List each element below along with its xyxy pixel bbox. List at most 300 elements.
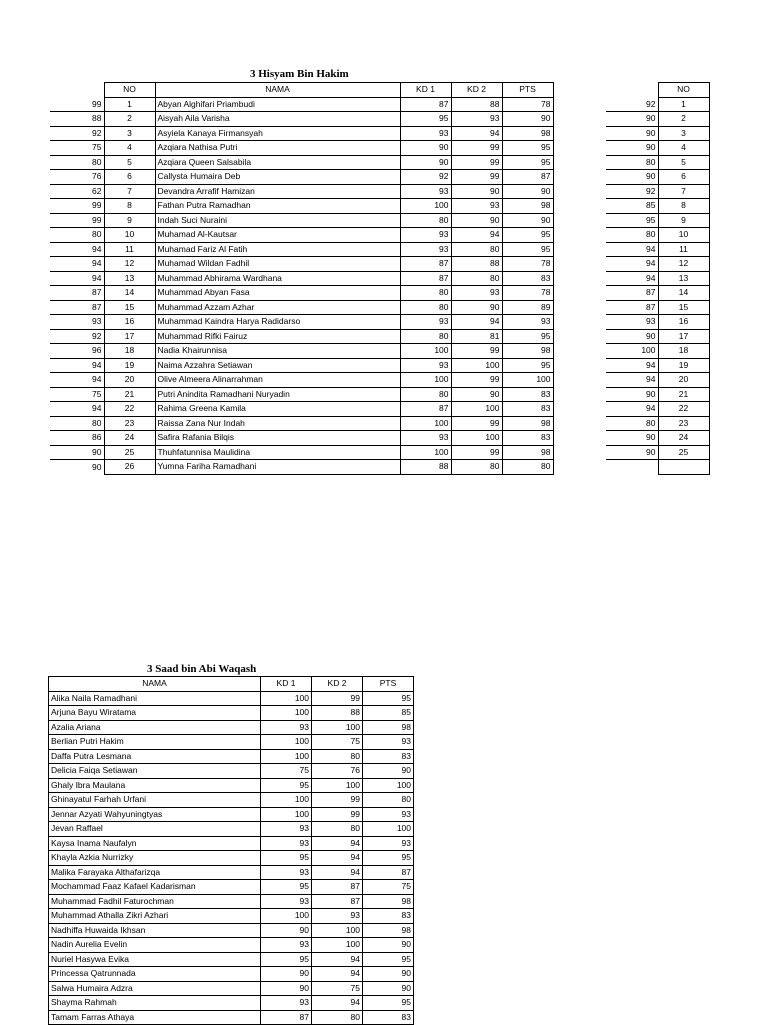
table-row [49, 923, 414, 938]
nama-cell: Naima Azzahra Setiawan [155, 358, 400, 373]
header-nama: NAMA [155, 83, 400, 98]
kd2-cell: 75 [312, 981, 363, 996]
nama-cell: Muhamad Wildan Fadhil [155, 257, 400, 272]
nama-cell: Delicia Faiqa Setiawan [49, 764, 261, 779]
table-row [50, 112, 553, 127]
no-cell: 14 [658, 286, 709, 301]
no-cell: 10 [104, 228, 155, 243]
left-score-cell: 99 [50, 213, 104, 228]
class2-title: 3 Saad bin Abi Waqash [147, 663, 257, 675]
table-row [50, 257, 553, 272]
table-row [49, 851, 414, 866]
table-row [50, 170, 553, 185]
pts-cell: 98 [502, 199, 553, 214]
table-row [50, 228, 553, 243]
kd1-cell: 90 [400, 155, 451, 170]
kd1-cell: 87 [400, 257, 451, 272]
pts-cell: 100 [363, 822, 414, 837]
kd2-cell: 93 [312, 909, 363, 924]
no-cell: 5 [104, 155, 155, 170]
pts-cell: 90 [363, 981, 414, 996]
pts-cell: 90 [363, 967, 414, 982]
kd1-cell: 93 [400, 184, 451, 199]
kd1-cell: 100 [400, 199, 451, 214]
kd1-cell: 93 [261, 720, 312, 735]
table-row [606, 344, 709, 359]
table-row [49, 981, 414, 996]
kd1-cell: 100 [261, 909, 312, 924]
kd2-cell: 99 [451, 445, 502, 460]
table-row [606, 431, 709, 446]
no-cell: 8 [658, 199, 709, 214]
kd2-cell: 88 [312, 706, 363, 721]
table-row [49, 720, 414, 735]
table-row [49, 996, 414, 1011]
pts-cell: 93 [363, 735, 414, 750]
left-score-cell: 94 [50, 402, 104, 417]
no-cell: 3 [658, 126, 709, 141]
pts-cell: 100 [502, 373, 553, 388]
no-cell: 9 [658, 213, 709, 228]
kd1-cell: 95 [261, 952, 312, 967]
pts-cell: 93 [363, 807, 414, 822]
kd2-cell: 94 [451, 315, 502, 330]
left-score-cell: 94 [50, 373, 104, 388]
table-row [606, 271, 709, 286]
no-cell: 8 [104, 199, 155, 214]
kd2-cell: 80 [451, 271, 502, 286]
pts-cell: 89 [502, 300, 553, 315]
pts-cell: 80 [363, 793, 414, 808]
nama-cell: Raissa Zana Nur Indah [155, 416, 400, 431]
table-row [606, 97, 709, 112]
class2-header-row [49, 677, 414, 692]
kd2-cell: 99 [451, 416, 502, 431]
left-score-cell: 94 [606, 373, 658, 388]
pts-cell: 83 [502, 402, 553, 417]
kd2-cell: 80 [451, 242, 502, 257]
nama-cell: Azqiara Queen Salsabila [155, 155, 400, 170]
kd2-cell: 100 [312, 778, 363, 793]
table-row [50, 445, 553, 460]
table-row [606, 126, 709, 141]
kd2-cell: 80 [312, 822, 363, 837]
table-row [50, 387, 553, 402]
pts-cell: 93 [363, 836, 414, 851]
no-cell: 20 [104, 373, 155, 388]
left-score-cell: 94 [606, 358, 658, 373]
no-cell: 7 [658, 184, 709, 199]
pts-cell: 98 [363, 720, 414, 735]
nama-cell: Jevan Raffael [49, 822, 261, 837]
no-cell: 6 [658, 170, 709, 185]
nama-cell: Jennar Azyati Wahyuningtyas [49, 807, 261, 822]
no-cell: 5 [658, 155, 709, 170]
left-score-cell: 90 [606, 387, 658, 402]
class2-grades-table [48, 676, 414, 1025]
kd2-cell: 93 [451, 199, 502, 214]
left-score-cell: 87 [50, 300, 104, 315]
kd2-cell: 99 [451, 155, 502, 170]
nama-cell: Fathan Putra Ramadhan [155, 199, 400, 214]
nama-cell: Tamam Farras Athaya [49, 1010, 261, 1025]
kd1-cell: 93 [261, 865, 312, 880]
pts-cell: 98 [363, 894, 414, 909]
table-row [49, 880, 414, 895]
no-cell: 1 [658, 97, 709, 112]
pts-cell: 90 [502, 112, 553, 127]
left-score-cell: 92 [50, 329, 104, 344]
kd1-cell: 80 [400, 286, 451, 301]
left-score-cell: 93 [606, 315, 658, 330]
no-cell: 7 [104, 184, 155, 199]
table-row [50, 286, 553, 301]
kd1-cell: 100 [261, 706, 312, 721]
table-row [606, 228, 709, 243]
left-score-cell: 85 [606, 199, 658, 214]
kd2-cell: 90 [451, 300, 502, 315]
nama-cell: Shayma Rahmah [49, 996, 261, 1011]
no-cell: 17 [104, 329, 155, 344]
table-row [606, 358, 709, 373]
nama-cell: Azalia Ariana [49, 720, 261, 735]
nama-cell: Muhammad Abyan Fasa [155, 286, 400, 301]
table-row [49, 778, 414, 793]
kd2-cell: 94 [312, 967, 363, 982]
pts-cell: 83 [363, 909, 414, 924]
kd2-cell: 99 [451, 141, 502, 156]
nama-cell: Muhammad Fadhil Faturochman [49, 894, 261, 909]
left-score-cell: 80 [606, 228, 658, 243]
kd1-cell: 100 [261, 749, 312, 764]
header-pts: PTS [363, 677, 414, 692]
kd1-cell: 100 [261, 691, 312, 706]
pts-cell: 98 [363, 923, 414, 938]
left-score-cell: 80 [50, 155, 104, 170]
nama-cell: Muhammad Kaindra Harya Radidarso [155, 315, 400, 330]
pts-cell: 95 [502, 358, 553, 373]
no-cell: 22 [104, 402, 155, 417]
left-score-cell: 90 [606, 445, 658, 460]
left-score-cell: 94 [50, 271, 104, 286]
table-row [50, 460, 553, 475]
left-score-cell [606, 460, 658, 475]
table-row [50, 431, 553, 446]
header-kd1: KD 1 [261, 677, 312, 692]
kd2-cell: 94 [312, 836, 363, 851]
no-cell: 24 [104, 431, 155, 446]
kd2-cell: 80 [451, 460, 502, 475]
left-score-cell: 90 [606, 126, 658, 141]
no-cell: 22 [658, 402, 709, 417]
table-row [606, 184, 709, 199]
table-row [50, 97, 553, 112]
kd1-cell: 80 [400, 213, 451, 228]
nama-cell: Rahima Greena Kamila [155, 402, 400, 417]
nama-cell: Princessa Qatrunnada [49, 967, 261, 982]
table-row [50, 213, 553, 228]
kd2-cell: 90 [451, 184, 502, 199]
pts-cell: 90 [502, 184, 553, 199]
nama-cell: Khayla Azkia Nurrizky [49, 851, 261, 866]
pts-cell: 75 [363, 880, 414, 895]
left-score-cell: 80 [606, 155, 658, 170]
nama-cell: Nadhiffa Huwaida Ikhsan [49, 923, 261, 938]
no-cell: 25 [104, 445, 155, 460]
pts-cell: 95 [363, 996, 414, 1011]
kd1-cell: 100 [400, 344, 451, 359]
pts-cell: 95 [363, 691, 414, 706]
table-row [49, 865, 414, 880]
pts-cell: 95 [502, 155, 553, 170]
no-cell: 15 [658, 300, 709, 315]
nama-cell: Putri Anindita Ramadhani Nuryadin [155, 387, 400, 402]
no-cell: 11 [104, 242, 155, 257]
left-score-cell: 90 [606, 170, 658, 185]
table-row [49, 706, 414, 721]
kd1-cell: 88 [400, 460, 451, 475]
nama-cell: Nadin Aurelia Evelin [49, 938, 261, 953]
nama-cell: Muhammad Rifki Fairuz [155, 329, 400, 344]
table-row [606, 155, 709, 170]
table-row [606, 286, 709, 301]
kd1-cell: 100 [261, 807, 312, 822]
pts-cell: 78 [502, 286, 553, 301]
left-score-cell: 87 [606, 286, 658, 301]
kd1-cell: 93 [400, 431, 451, 446]
no-cell: 24 [658, 431, 709, 446]
kd2-cell: 80 [312, 1010, 363, 1025]
header-kd2: KD 2 [312, 677, 363, 692]
left-score-cell: 92 [606, 97, 658, 112]
table-row [606, 170, 709, 185]
nama-cell: Daffa Putra Lesmana [49, 749, 261, 764]
no-cell: 18 [104, 344, 155, 359]
pts-cell: 85 [363, 706, 414, 721]
table-row [50, 344, 553, 359]
table-row [49, 952, 414, 967]
kd1-cell: 100 [261, 793, 312, 808]
kd2-cell: 99 [451, 344, 502, 359]
kd1-cell: 80 [400, 329, 451, 344]
pts-cell: 83 [363, 749, 414, 764]
nama-cell: Arjuna Bayu Wiratama [49, 706, 261, 721]
kd2-cell: 100 [451, 358, 502, 373]
kd2-cell: 87 [312, 894, 363, 909]
no-cell: 19 [658, 358, 709, 373]
no-cell: 19 [104, 358, 155, 373]
table-row [49, 836, 414, 851]
no-cell: 12 [104, 257, 155, 272]
kd1-cell: 100 [400, 373, 451, 388]
kd2-cell: 94 [312, 996, 363, 1011]
no-cell: 16 [104, 315, 155, 330]
left-score-cell: 87 [606, 300, 658, 315]
no-cell: 11 [658, 242, 709, 257]
no-cell: 10 [658, 228, 709, 243]
kd1-cell: 93 [261, 996, 312, 1011]
left-score-cell: 99 [50, 199, 104, 214]
left-score-cell: 86 [50, 431, 104, 446]
pts-cell: 83 [502, 387, 553, 402]
left-score-cell: 94 [50, 257, 104, 272]
table-row [49, 807, 414, 822]
no-cell: 26 [104, 460, 155, 475]
pts-cell: 95 [502, 329, 553, 344]
kd2-cell: 94 [312, 952, 363, 967]
kd1-cell: 95 [400, 112, 451, 127]
kd2-cell: 93 [451, 112, 502, 127]
table-row [606, 242, 709, 257]
kd1-cell: 95 [261, 880, 312, 895]
kd2-cell: 94 [451, 228, 502, 243]
table-row [50, 416, 553, 431]
table-row [50, 373, 553, 388]
pts-cell: 100 [363, 778, 414, 793]
left-score-cell: 75 [50, 387, 104, 402]
no-cell: 2 [104, 112, 155, 127]
left-score-cell: 94 [606, 242, 658, 257]
table-row [606, 112, 709, 127]
nama-cell: Safira Rafania Bilqis [155, 431, 400, 446]
left-score-cell: 87 [50, 286, 104, 301]
left-score-cell: 90 [606, 431, 658, 446]
left-score-cell: 80 [50, 416, 104, 431]
kd2-cell: 90 [451, 387, 502, 402]
header-blank-cell [606, 83, 658, 98]
no-cell: 23 [658, 416, 709, 431]
left-score-cell: 80 [606, 416, 658, 431]
table-row [49, 691, 414, 706]
nama-cell: Muhamad Fariz Al Fatih [155, 242, 400, 257]
no-cell: 4 [658, 141, 709, 156]
pts-cell: 95 [363, 952, 414, 967]
nama-cell: Ghaly Ibra Maulana [49, 778, 261, 793]
kd1-cell: 80 [400, 300, 451, 315]
class1-title: 3 Hisyam Bin Hakim [250, 68, 349, 80]
kd2-cell: 80 [312, 749, 363, 764]
nama-cell: Azqiara Nathisa Putri [155, 141, 400, 156]
kd1-cell: 100 [400, 416, 451, 431]
nama-cell: Muhammad Azzam Azhar [155, 300, 400, 315]
header-no: NO [104, 83, 155, 98]
no-cell: 9 [104, 213, 155, 228]
kd1-cell: 80 [400, 387, 451, 402]
table-row [49, 793, 414, 808]
kd1-cell: 93 [400, 228, 451, 243]
side-grades-table [606, 82, 710, 475]
header-pts: PTS [502, 83, 553, 98]
kd1-cell: 90 [261, 923, 312, 938]
nama-cell: Nadia Khairunnisa [155, 344, 400, 359]
pts-cell: 95 [502, 228, 553, 243]
kd1-cell: 90 [400, 141, 451, 156]
nama-cell: Alika Naila Ramadhani [49, 691, 261, 706]
nama-cell: Kaysa Inama Naufalyn [49, 836, 261, 851]
left-score-cell: 95 [606, 213, 658, 228]
pts-cell: 95 [502, 242, 553, 257]
kd1-cell: 87 [400, 402, 451, 417]
nama-cell: Olive Almeera Alinarrahman [155, 373, 400, 388]
nama-cell: Ghinayatul Farhah Urfani [49, 793, 261, 808]
header-nama: NAMA [49, 677, 261, 692]
left-score-cell: 90 [606, 329, 658, 344]
class1-header-row [50, 83, 553, 98]
no-cell: 23 [104, 416, 155, 431]
kd1-cell: 93 [261, 938, 312, 953]
pts-cell: 98 [502, 416, 553, 431]
pts-cell: 93 [502, 315, 553, 330]
nama-cell: Callysta Humaira Deb [155, 170, 400, 185]
kd1-cell: 90 [261, 967, 312, 982]
kd1-cell: 100 [261, 735, 312, 750]
table-row [50, 126, 553, 141]
kd1-cell: 93 [400, 242, 451, 257]
table-row [606, 329, 709, 344]
nama-cell: Mochammad Faaz Kafael Kadarisman [49, 880, 261, 895]
kd1-cell: 93 [261, 836, 312, 851]
pts-cell: 83 [502, 271, 553, 286]
table-row [606, 141, 709, 156]
nama-cell: Muhamad Al-Kautsar [155, 228, 400, 243]
kd1-cell: 95 [261, 778, 312, 793]
table-row [606, 402, 709, 417]
table-row [606, 416, 709, 431]
left-score-cell: 92 [606, 184, 658, 199]
kd2-cell: 99 [451, 170, 502, 185]
class1-grades-table [50, 82, 554, 475]
table-row [49, 938, 414, 953]
table-row [49, 967, 414, 982]
nama-cell: Asyiela Kanaya Firmansyah [155, 126, 400, 141]
no-cell: 13 [658, 271, 709, 286]
nama-cell: Malika Farayaka Althafarizqa [49, 865, 261, 880]
kd2-cell: 75 [312, 735, 363, 750]
kd2-cell: 100 [312, 720, 363, 735]
kd2-cell: 76 [312, 764, 363, 779]
table-row [606, 445, 709, 460]
kd2-cell: 100 [451, 431, 502, 446]
kd2-cell: 99 [312, 793, 363, 808]
kd2-cell: 100 [451, 402, 502, 417]
left-score-cell: 94 [606, 402, 658, 417]
table-row [49, 735, 414, 750]
header-kd1: KD 1 [400, 83, 451, 98]
no-cell: 2 [658, 112, 709, 127]
left-score-cell: 96 [50, 344, 104, 359]
table-row [606, 213, 709, 228]
kd1-cell: 87 [400, 97, 451, 112]
left-score-cell: 90 [92, 461, 102, 472]
no-cell: 14 [104, 286, 155, 301]
kd1-cell: 75 [261, 764, 312, 779]
no-cell: 25 [658, 445, 709, 460]
no-cell: 4 [104, 141, 155, 156]
no-cell: 21 [104, 387, 155, 402]
table-row [606, 199, 709, 214]
pts-cell: 98 [502, 344, 553, 359]
header-blank-cell [50, 83, 104, 98]
table-row [50, 329, 553, 344]
table-row [50, 358, 553, 373]
kd1-cell: 90 [261, 981, 312, 996]
table-row [50, 184, 553, 199]
table-row [606, 387, 709, 402]
table-row [606, 300, 709, 315]
side-header-row [606, 83, 709, 98]
kd1-cell: 93 [400, 126, 451, 141]
kd2-cell: 88 [451, 257, 502, 272]
